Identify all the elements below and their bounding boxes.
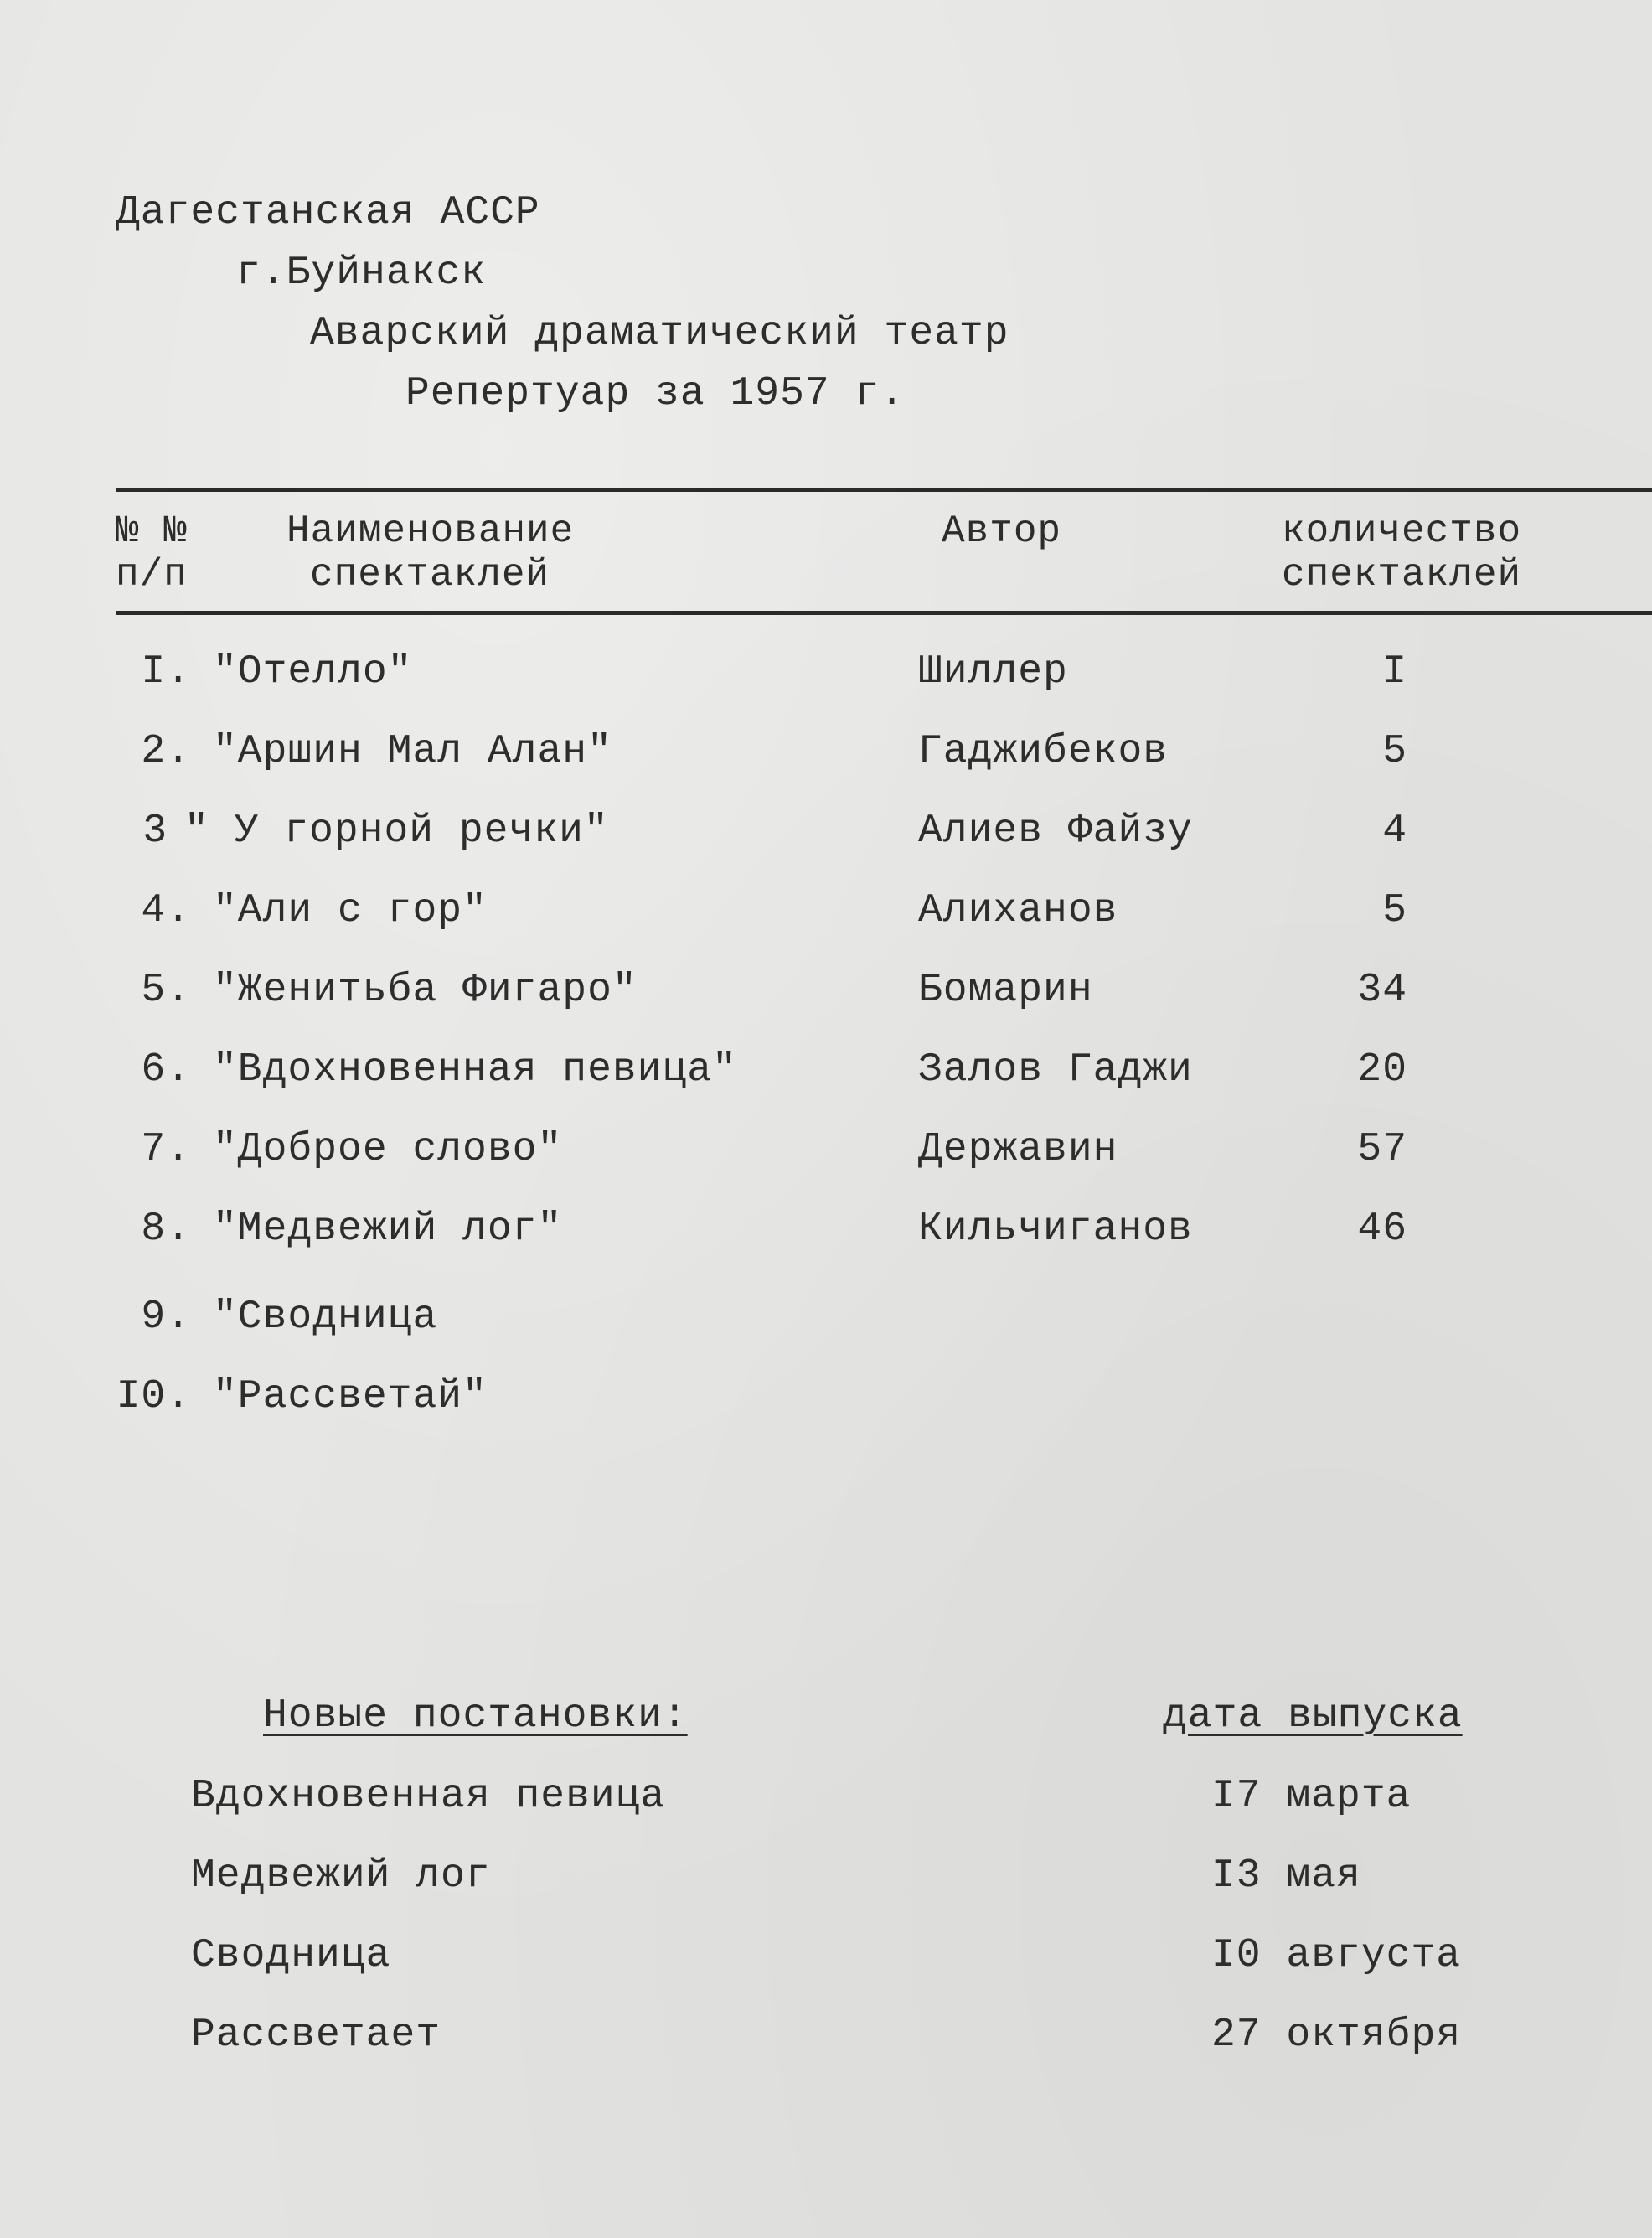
new-production-date: I0 августа (1211, 1933, 1462, 1978)
new-production-title: Сводница (191, 1933, 391, 1978)
row-count: 57 (1357, 1127, 1407, 1172)
row-author: Гаджибеков (918, 729, 1169, 774)
row-count: 46 (1357, 1207, 1407, 1252)
release-date-heading: дата выпуска (1163, 1693, 1463, 1739)
col-header-author: Автор (942, 509, 1062, 553)
row-author: Алиханов (918, 888, 1118, 933)
region-title: Дагестанская АССР (116, 190, 540, 235)
row-number: I0. (116, 1374, 191, 1419)
city-title: г.Буйнакск (236, 251, 487, 296)
row-author: Шиллер (918, 649, 1068, 695)
row-count: 4 (1382, 809, 1407, 854)
new-production-date: I3 мая (1211, 1853, 1361, 1899)
row-count: 20 (1357, 1047, 1407, 1093)
row-count: 5 (1382, 888, 1407, 933)
row-title: " У горной речки" (184, 809, 609, 854)
row-title: "Вдохновенная певица" (213, 1047, 737, 1093)
row-author: Державин (918, 1127, 1118, 1172)
row-count: 5 (1382, 729, 1407, 774)
row-title: "Отелло" (213, 649, 413, 695)
row-author: Алиев Файзу (918, 809, 1193, 854)
row-author: Бомарин (918, 968, 1093, 1013)
row-author: Залов Гаджи (918, 1047, 1193, 1093)
col-header-number (116, 509, 188, 597)
new-production-date: I7 марта (1211, 1774, 1412, 1819)
new-productions-heading: Новые постановки: (263, 1693, 688, 1739)
row-title: "Аршин Мал Алан" (213, 729, 612, 774)
row-title: "Сводница (213, 1295, 438, 1340)
col-header-title-line2: спектаклей (310, 553, 550, 597)
new-production-title: Вдохновенная певица (191, 1774, 666, 1819)
row-number: 8. (141, 1207, 191, 1252)
row-number: 3 (142, 809, 168, 854)
new-production-date: 27 октября (1211, 2013, 1462, 2058)
row-number: I. (141, 649, 191, 695)
row-title: "Женитьба Фигаро" (213, 968, 638, 1013)
row-title: "Медвежий лог" (213, 1207, 563, 1252)
row-count: 34 (1357, 968, 1407, 1013)
row-author: Кильчиганов (918, 1207, 1193, 1252)
theatre-title: Аварский драматический театр (310, 311, 1009, 356)
row-number: 5. (141, 968, 191, 1013)
row-number: 6. (141, 1047, 191, 1093)
row-count: I (1382, 649, 1407, 695)
row-title: "Али с гор" (213, 888, 488, 933)
new-production-title: Рассветает (191, 2013, 441, 2058)
row-title: "Рассветай" (213, 1374, 488, 1419)
row-number: 7. (141, 1127, 191, 1172)
col-header-count (1282, 509, 1521, 597)
row-number: 4. (141, 888, 191, 933)
row-title: "Доброе слово" (213, 1127, 563, 1172)
table-header-rule (116, 611, 1652, 615)
table-top-rule (116, 488, 1652, 492)
new-production-title: Медвежий лог (191, 1853, 491, 1899)
repertoire-title: Репертуар за 1957 г. (405, 371, 906, 416)
col-header-title (287, 509, 574, 597)
col-header-number-line1: № № (116, 509, 188, 553)
row-number: 2. (141, 729, 191, 774)
col-header-title-line1: Наименование (287, 509, 575, 553)
col-header-count-line2: спектаклей (1282, 553, 1522, 597)
col-header-number-line2: п/п (116, 553, 188, 597)
col-header-count-line1: количество (1282, 509, 1522, 553)
row-number: 9. (141, 1295, 191, 1340)
